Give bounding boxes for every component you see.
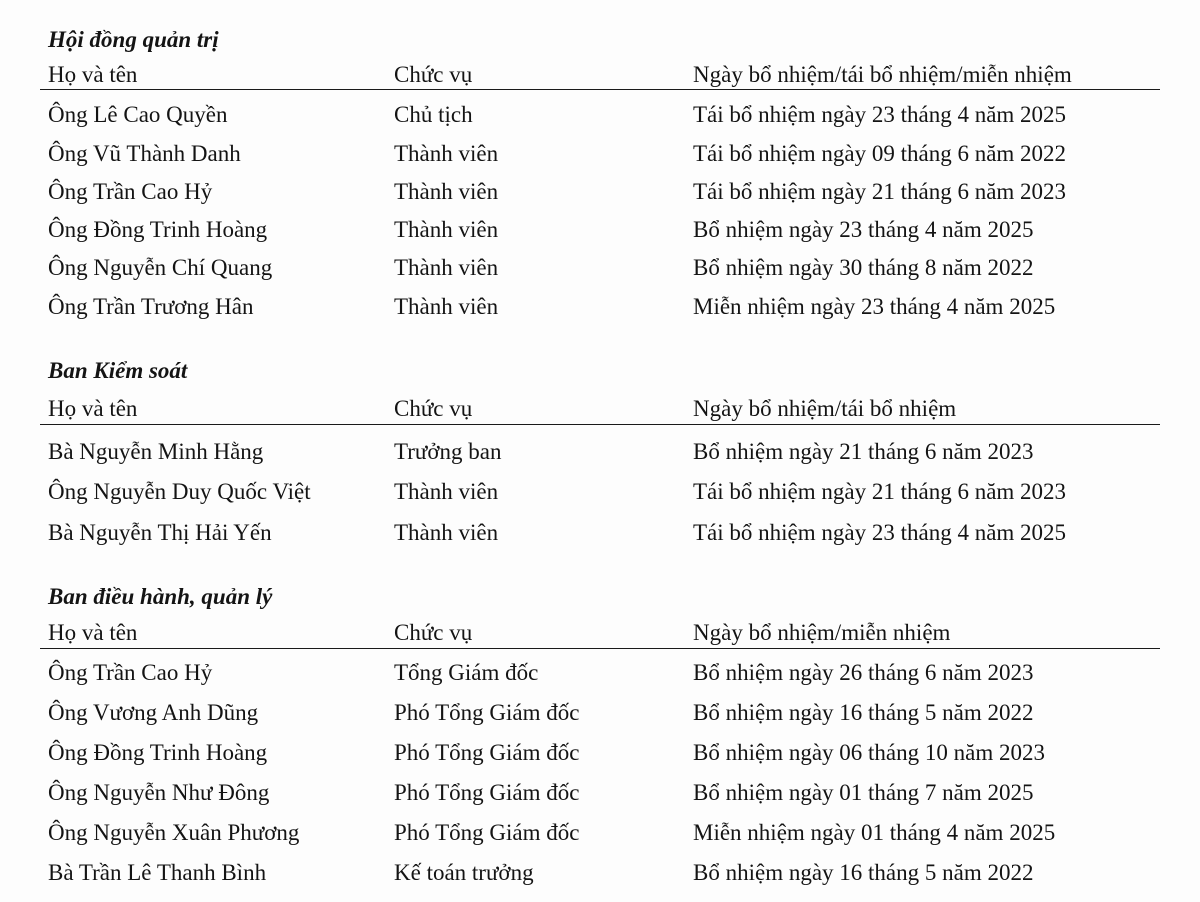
cell-position: Trưởng ban	[394, 439, 502, 464]
cell-date: Bổ nhiệm ngày 16 tháng 5 năm 2022	[693, 700, 1034, 725]
section-title: Ban điều hành, quản lý	[48, 584, 273, 609]
table-row	[0, 439, 1200, 469]
cell-date: Tái bổ nhiệm ngày 21 tháng 6 năm 2023	[693, 479, 1067, 504]
header-rule	[40, 89, 1160, 90]
cell-name: Ông Vương Anh Dũng	[48, 700, 259, 725]
header-date: Ngày bổ nhiệm/tái bổ nhiệm/miễn nhiệm	[693, 62, 1072, 87]
cell-name: Ông Lê Cao Quyền	[48, 102, 228, 127]
section-title: Ban Kiểm soát	[48, 358, 188, 383]
table-row	[0, 520, 1200, 550]
section-title: Hội đồng quản trị	[48, 27, 219, 52]
cell-date: Tái bổ nhiệm ngày 23 tháng 4 năm 2025	[693, 520, 1067, 545]
cell-date: Bổ nhiệm ngày 30 tháng 8 năm 2022	[693, 255, 1034, 280]
cell-date: Miễn nhiệm ngày 01 tháng 4 năm 2025	[693, 820, 1056, 845]
table-row	[0, 141, 1200, 171]
cell-date: Tái bổ nhiệm ngày 09 tháng 6 năm 2022	[693, 141, 1067, 166]
cell-position: Thành viên	[394, 179, 499, 204]
cell-position: Tổng Giám đốc	[394, 660, 539, 685]
header-name: Họ và tên	[48, 396, 138, 421]
cell-position: Phó Tổng Giám đốc	[394, 740, 580, 765]
cell-position: Thành viên	[394, 141, 499, 166]
header-name: Họ và tên	[48, 62, 138, 87]
cell-date: Tái bổ nhiệm ngày 23 tháng 4 năm 2025	[693, 102, 1067, 127]
header-name: Họ và tên	[48, 620, 138, 645]
cell-date: Tái bổ nhiệm ngày 21 tháng 6 năm 2023	[693, 179, 1067, 204]
header-position: Chức vụ	[394, 396, 473, 421]
header-position: Chức vụ	[394, 62, 473, 87]
header-rule	[40, 424, 1160, 425]
header-position: Chức vụ	[394, 620, 473, 645]
table-row	[0, 179, 1200, 209]
cell-position: Thành viên	[394, 520, 499, 545]
header-date: Ngày bổ nhiệm/tái bổ nhiệm	[693, 396, 957, 421]
cell-position: Thành viên	[394, 217, 499, 242]
cell-name: Ông Trần Cao Hỷ	[48, 179, 213, 204]
cell-date: Miễn nhiệm ngày 23 tháng 4 năm 2025	[693, 294, 1056, 319]
table-row	[0, 740, 1200, 770]
cell-name: Ông Vũ Thành Danh	[48, 141, 241, 166]
cell-position: Chủ tịch	[394, 102, 473, 127]
table-header	[0, 62, 1200, 92]
cell-position: Phó Tổng Giám đốc	[394, 820, 580, 845]
cell-name: Ông Đồng Trinh Hoàng	[48, 217, 268, 242]
cell-name: Ông Nguyễn Chí Quang	[48, 255, 273, 280]
table-header	[0, 396, 1200, 426]
cell-name: Ông Đồng Trinh Hoàng	[48, 740, 268, 765]
cell-name: Ông Nguyễn Xuân Phương	[48, 820, 300, 845]
table-row	[0, 780, 1200, 810]
table-header	[0, 620, 1200, 650]
header-date: Ngày bổ nhiệm/miễn nhiệm	[693, 620, 951, 645]
table-row	[0, 660, 1200, 690]
cell-name: Ông Trần Trương Hân	[48, 294, 254, 319]
cell-position: Phó Tổng Giám đốc	[394, 780, 580, 805]
cell-name: Bà Trần Lê Thanh Bình	[48, 860, 267, 885]
cell-name: Bà Nguyễn Thị Hải Yến	[48, 520, 272, 545]
cell-name: Bà Nguyễn Minh Hằng	[48, 439, 264, 464]
table-row	[0, 479, 1200, 509]
cell-position: Thành viên	[394, 479, 499, 504]
cell-name: Ông Nguyễn Như Đông	[48, 780, 270, 805]
cell-position: Thành viên	[394, 294, 499, 319]
table-row	[0, 700, 1200, 730]
cell-position: Phó Tổng Giám đốc	[394, 700, 580, 725]
table-row	[0, 860, 1200, 890]
cell-date: Bổ nhiệm ngày 16 tháng 5 năm 2022	[693, 860, 1034, 885]
table-row	[0, 820, 1200, 850]
cell-name: Ông Trần Cao Hỷ	[48, 660, 213, 685]
table-row	[0, 102, 1200, 132]
cell-position: Thành viên	[394, 255, 499, 280]
header-rule	[40, 648, 1160, 649]
cell-date: Bổ nhiệm ngày 06 tháng 10 năm 2023	[693, 740, 1045, 765]
cell-date: Bổ nhiệm ngày 01 tháng 7 năm 2025	[693, 780, 1034, 805]
cell-position: Kế toán trưởng	[394, 860, 534, 885]
table-row	[0, 255, 1200, 285]
table-row	[0, 217, 1200, 247]
table-row	[0, 294, 1200, 324]
cell-date: Bổ nhiệm ngày 26 tháng 6 năm 2023	[693, 660, 1034, 685]
cell-name: Ông Nguyễn Duy Quốc Việt	[48, 479, 311, 504]
cell-date: Bổ nhiệm ngày 23 tháng 4 năm 2025	[693, 217, 1034, 242]
cell-date: Bổ nhiệm ngày 21 tháng 6 năm 2023	[693, 439, 1034, 464]
